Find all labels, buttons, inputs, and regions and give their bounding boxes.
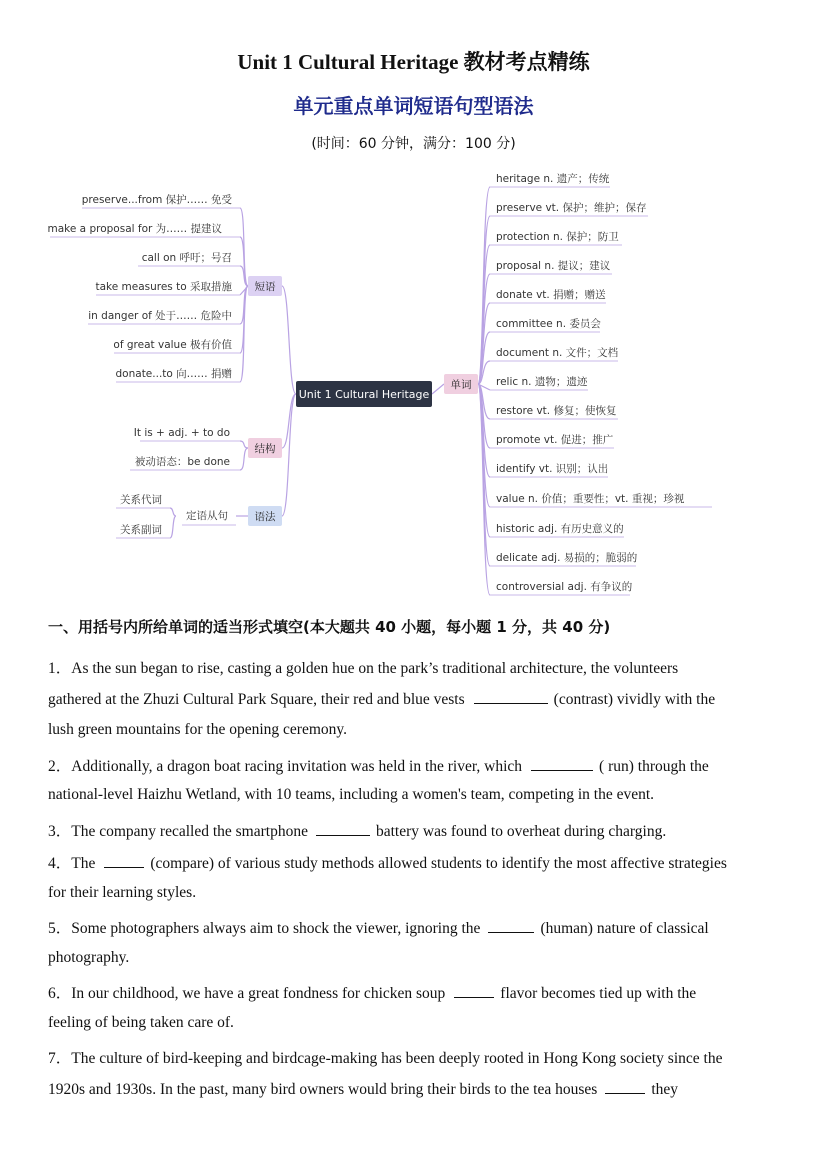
mindmap-grammar-item: 关系代词 <box>120 494 162 506</box>
question-text: they <box>651 1081 678 1098</box>
question-text: gathered at the Zhuzi Cultural Park Square, their red and blue vests <box>48 691 465 708</box>
question-6-line-2: feeling of being taken care of. <box>48 1014 234 1031</box>
question-text: battery was found to overheat during charging. <box>375 823 667 840</box>
mindmap-phrase-item: donate...to 向…… 捐赠 <box>115 368 232 380</box>
mindmap-word-item: donate vt. 捐赠；赠送 <box>496 289 606 301</box>
answer-blank[interactable] <box>488 918 534 933</box>
mindmap-word-item: delicate adj. 易损的；脆弱的 <box>496 552 638 564</box>
mindmap-phrase-item: take measures to 采取措施 <box>95 281 232 293</box>
question-text: 2．Additionally, a dragon boat racing invitation was held in the river, which <box>48 758 523 775</box>
question-2-line-2: national-level Haizhu Wetland, with 10 teams, including a women's team, competing in the event. <box>48 786 655 803</box>
mindmap-grammar-item: 关系副词 <box>120 524 162 536</box>
mindmap-phrase-item: in danger of 处于…… 危险中 <box>88 310 232 322</box>
mindmap-branch-phrases-label: 短语 <box>254 281 276 293</box>
question-4-line-2: for their learning styles. <box>48 884 197 901</box>
mindmap-word-item: identify vt. 识别；认出 <box>496 463 609 475</box>
question-text: (human) nature of classical <box>540 920 709 937</box>
mindmap-word-item: heritage n. 遗产；传统 <box>496 173 610 185</box>
question-7-line-2 <box>48 1079 678 1099</box>
mindmap-word-item: historic adj. 有历史意义的 <box>496 523 624 535</box>
mindmap-word-item: controversial adj. 有争议的 <box>496 581 633 593</box>
question-text: ( run) through the <box>599 758 709 775</box>
mindmap-structure-item: It is + adj. + to do <box>133 427 230 439</box>
mindmap-word-item: relic n. 遗物；遗迹 <box>496 376 588 388</box>
question-4-line-1 <box>48 851 727 873</box>
mindmap-word-item: proposal n. 提议；建议 <box>496 260 611 272</box>
section-heading: 一、用括号内所给单词的适当形式填空(本大题共 40 小题，每小题 1 分，共 40 分) <box>48 618 611 636</box>
mindmap-branch-grammar-label: 语法 <box>254 511 276 523</box>
mindmap-word-item: committee n. 委员会 <box>496 318 601 330</box>
mindmap-word-item: document n. 文件；文档 <box>496 347 619 359</box>
question-6-line-1 <box>48 981 696 1003</box>
answer-blank[interactable] <box>531 756 593 771</box>
mindmap-phrase-item: preserve...from 保护…… 免受 <box>81 194 232 206</box>
mind-map <box>0 160 827 605</box>
mindmap-word-item: restore vt. 修复；使恢复 <box>496 405 617 417</box>
question-text: 1920s and 1930s. In the past, many bird owners would bring their birds to the tea houses <box>48 1081 598 1098</box>
answer-blank[interactable] <box>454 983 494 998</box>
question-text: flavor becomes tied up with the <box>500 985 697 1002</box>
mindmap-branch-words-label: 单词 <box>450 379 472 391</box>
mindmap-center-label: Unit 1 Cultural Heritage <box>298 388 430 401</box>
question-5-line-2: photography. <box>48 949 130 966</box>
answer-blank[interactable] <box>104 853 144 868</box>
mindmap-word-item: value n. 价值；重要性；vt. 重视；珍视 <box>496 493 685 505</box>
mindmap-structure-item: 被动语态：be done <box>134 456 230 468</box>
mindmap-phrase-item: make a proposal for 为…… 提建议 <box>47 223 222 235</box>
question-text: 6．In our childhood, we have a great fondness for chicken soup <box>48 985 446 1002</box>
question-3-line-1 <box>48 819 666 841</box>
mindmap-branch-structure-label: 结构 <box>254 443 276 455</box>
document-subtitle: 单元重点单词短语句型语法 <box>293 94 534 118</box>
mindmap-word-item: protection n. 保护；防卫 <box>496 231 619 243</box>
answer-blank[interactable] <box>605 1079 645 1094</box>
question-1-line-2 <box>48 689 715 709</box>
question-text: 3．The company recalled the smartphone <box>48 823 308 840</box>
question-1-line-3: lush green mountains for the opening ceremony. <box>48 721 348 738</box>
time-info: (时间：60 分钟，满分：100 分) <box>311 136 516 152</box>
mindmap-phrase-item: call on 呼吁；号召 <box>141 252 232 264</box>
question-text: 5．Some photographers always aim to shock the viewer, ignoring the <box>48 920 481 937</box>
question-text: (contrast) vividly with the <box>553 691 716 708</box>
answer-blank[interactable] <box>316 821 370 836</box>
question-text: (compare) of various study methods allowed students to identify the most affective strategies <box>150 855 727 872</box>
mindmap-grammar-sub: 定语从句 <box>186 510 228 522</box>
mindmap-word-item: promote vt. 促进；推广 <box>496 434 614 446</box>
question-7-line-1: 7．The culture of bird-keeping and birdcage-making has been deeply rooted in Hong Kong society since the <box>48 1050 723 1067</box>
mindmap-phrase-item: of great value 极有价值 <box>113 339 232 351</box>
document-title: Unit 1 Cultural Heritage 教材考点精练 <box>237 50 590 74</box>
answer-blank[interactable] <box>474 689 548 704</box>
mindmap-word-item: preserve vt. 保护；维护；保存 <box>496 202 647 214</box>
question-5-line-1 <box>48 916 709 938</box>
question-text: 4．The <box>48 855 96 872</box>
question-2-line-1 <box>48 754 709 776</box>
question-1-line-1: 1．As the sun began to rise, casting a golden hue on the park’s traditional architecture, the volunteers <box>48 660 679 677</box>
